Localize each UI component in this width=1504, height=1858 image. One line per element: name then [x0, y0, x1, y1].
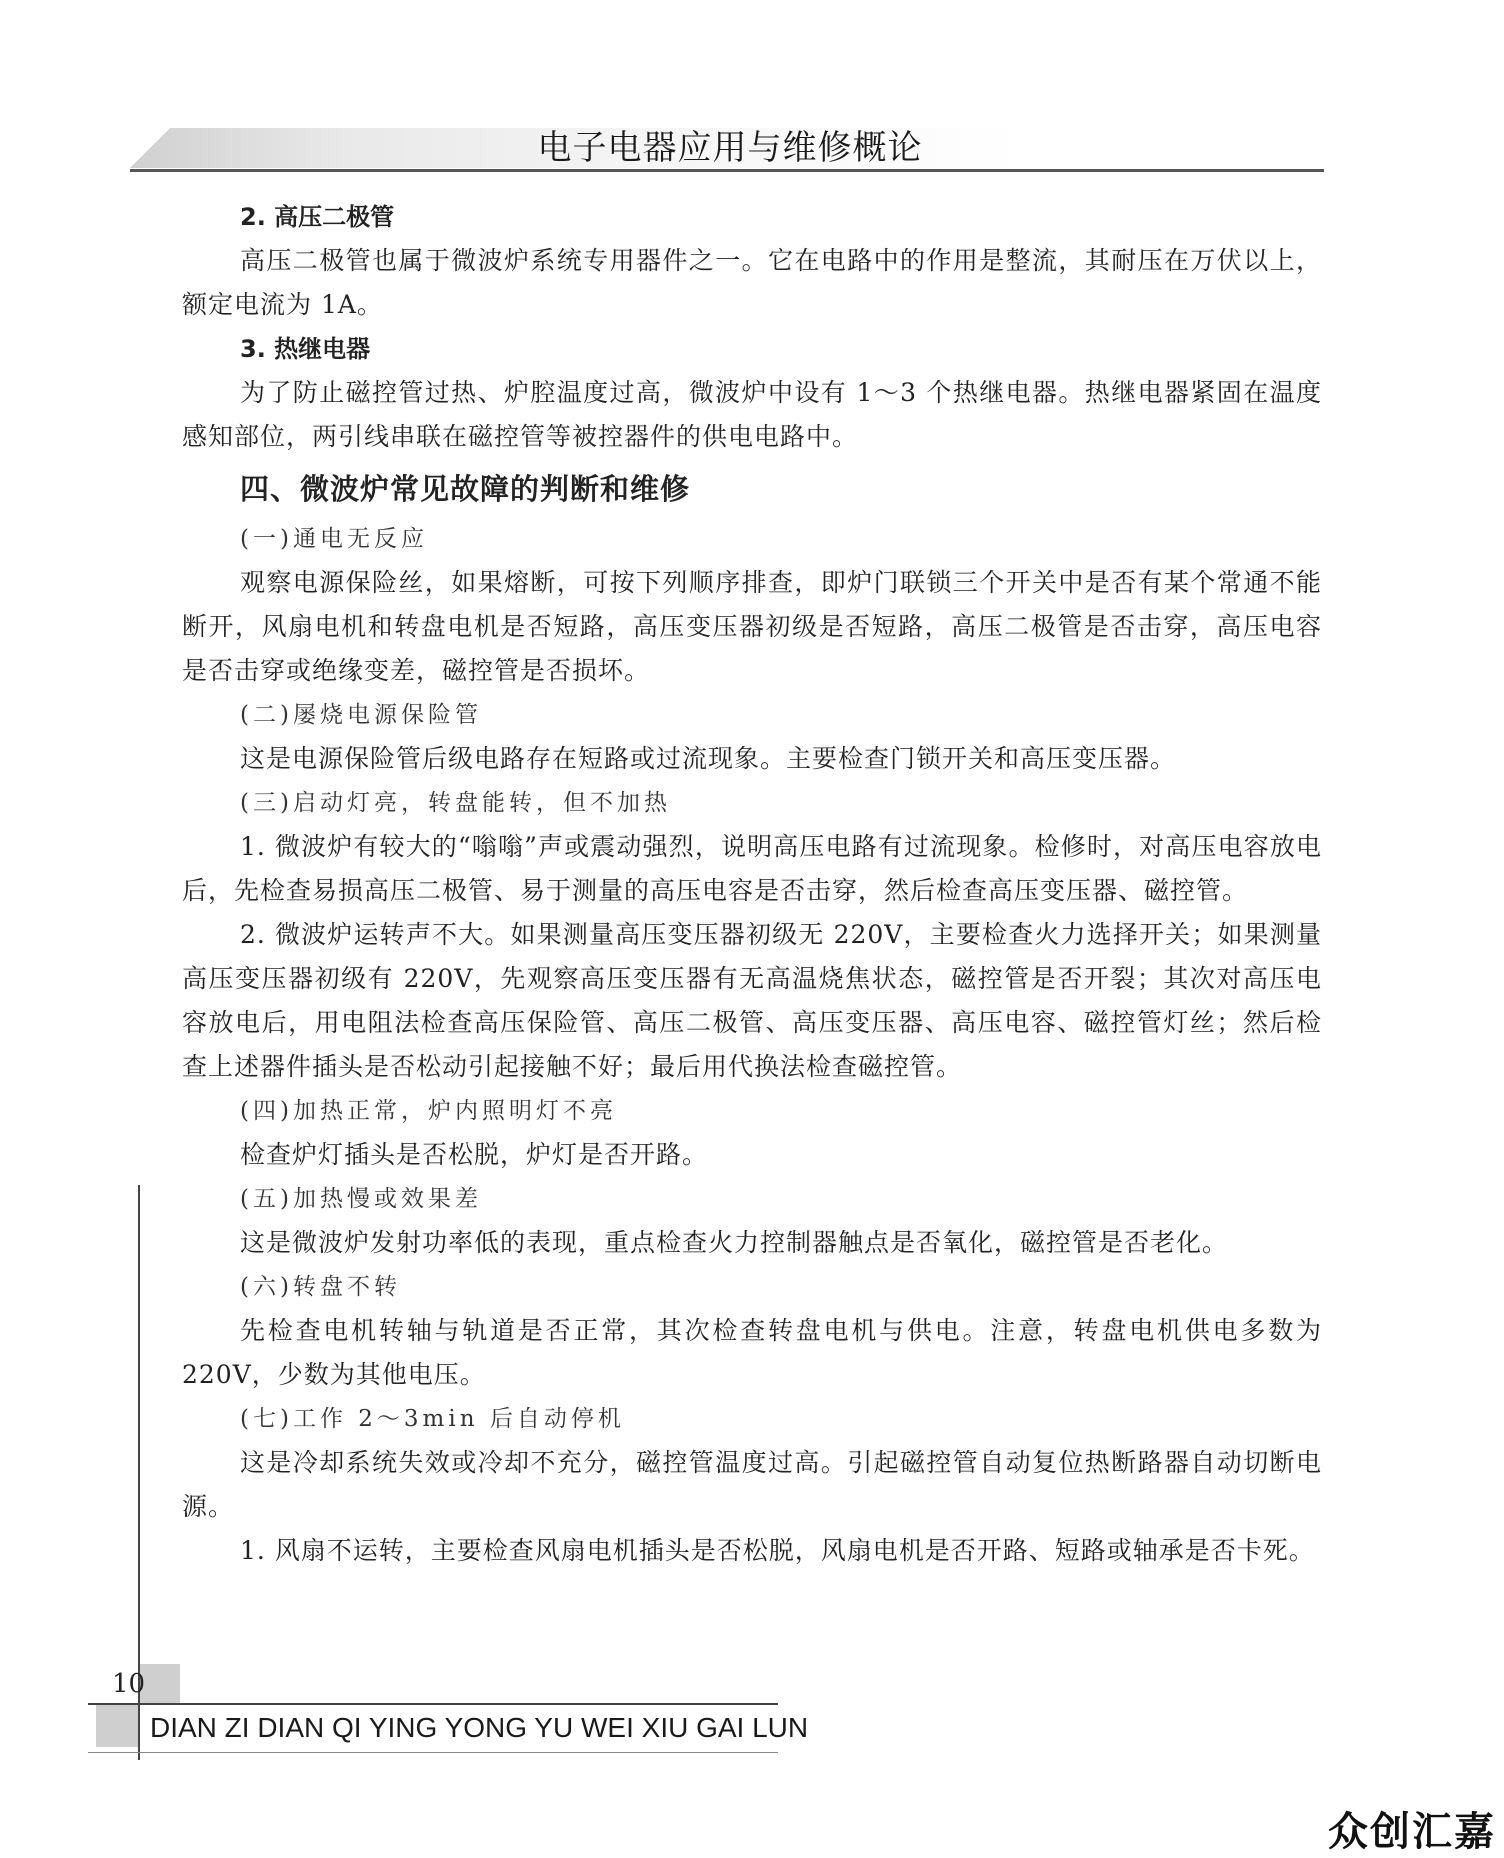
- fault-heading-slow-heating: (五)加热慢或效果差: [240, 1186, 482, 1212]
- section-heading-thermal-relay: 3. 热继电器: [240, 335, 371, 363]
- header-title: 电子电器应用与维修概论: [537, 128, 923, 168]
- paragraph-slow-heating: 这是微波炉发射功率低的表现，重点检查火力控制器触点是否氧化，磁控管是否老化。: [240, 1228, 1229, 1257]
- header-rule: [130, 169, 1324, 172]
- footer-grey-block-left: [96, 1705, 138, 1747]
- fault-heading-lamp-off: (四)加热正常，炉内照明灯不亮: [240, 1098, 617, 1124]
- fault-heading-fuse-blowing: (二)屡烧电源保险管: [240, 702, 482, 728]
- page-number: 10: [112, 1669, 146, 1699]
- paragraph-no-heating-1: 1. 微波炉有较大的“嗡嗡”声或震动强烈，说明高压电路有过流现象。检修时，对高压电容放电后，先检查易损高压二极管、易于测量的高压电容是否击穿，然后检查高压变压器、磁控管。: [182, 832, 1322, 905]
- paragraph-thermal-relay: 为了防止磁控管过热、炉腔温度过高，微波炉中设有 1～3 个热继电器。热继电器紧固在温度感知部位，两引线串联在磁控管等被控器件的供电电路中。: [182, 378, 1322, 451]
- paragraph-high-voltage-diode: 高压二极管也属于微波炉系统专用器件之一。它在电路中的作用是整流，其耐压在万伏以上，额定电流为 1A。: [182, 246, 1322, 319]
- paragraph-no-heating-2: 2. 微波炉运转声不大。如果测量高压变压器初级无 220V，主要检查火力选择开关；如果测量高压变压器初级有 220V，先观察高压变压器有无高温烧焦状态，磁控管是否开裂；其次对高压电容放电后，用电阻法检查高压保险管、高压二极管、高压变压器、高压电容、磁控管灯丝；然后检查上述器件插头是否松动引起接触不好；最后用代换法检查磁控管。: [182, 920, 1322, 1081]
- paragraph-lamp-off: 检查炉灯插头是否松脱，炉灯是否开路。: [240, 1140, 709, 1169]
- fault-heading-no-heating: (三)启动灯亮，转盘能转，但不加热: [240, 790, 671, 816]
- chapter-heading-fault-diagnosis: 四、微波炉常见故障的判断和维修: [240, 472, 691, 506]
- fault-heading-auto-shutdown: (七)工作 2～3min 后自动停机: [240, 1406, 625, 1432]
- fault-heading-no-response: (一)通电无反应: [240, 526, 428, 552]
- footer-pinyin-title: DIAN ZI DIAN QI YING YONG YU WEI XIU GAI LUN: [150, 1712, 809, 1743]
- paragraph-fuse-blowing: 这是电源保险管后级电路存在短路或过流现象。主要检查门锁开关和高压变压器。: [240, 744, 1177, 773]
- paragraph-auto-shutdown-2: 1. 风扇不运转，主要检查风扇电机插头是否松脱，风扇电机是否开路、短路或轴承是否卡死。: [240, 1536, 1315, 1565]
- section-heading-high-voltage-diode: 2. 高压二极管: [240, 203, 395, 231]
- running-header: [130, 128, 1324, 172]
- watermark-logo: 众创汇嘉: [1328, 1809, 1496, 1855]
- paragraph-no-response: 观察电源保险丝，如果熔断，可按下列顺序排查，即炉门联锁三个开关中是否有某个常通不能断开，风扇电机和转盘电机是否短路，高压变压器初级是否短路，高压二极管是否击穿，高压电容是否击穿或绝缘变差，磁控管是否损坏。: [182, 568, 1322, 685]
- footer-horizontal-rule: [88, 1703, 778, 1705]
- paragraph-turntable-stuck: 先检查电机转轴与轨道是否正常，其次检查转盘电机与供电。注意，转盘电机供电多数为 220V，少数为其他电压。: [182, 1316, 1322, 1389]
- page-body: [182, 195, 1322, 1573]
- footer-bottom-rule: [88, 1752, 778, 1753]
- fault-heading-turntable-stuck: (六)转盘不转: [240, 1274, 401, 1300]
- paragraph-auto-shutdown-1: 这是冷却系统失效或冷却不充分，磁控管温度过高。引起磁控管自动复位热断路器自动切断电源。: [182, 1448, 1322, 1521]
